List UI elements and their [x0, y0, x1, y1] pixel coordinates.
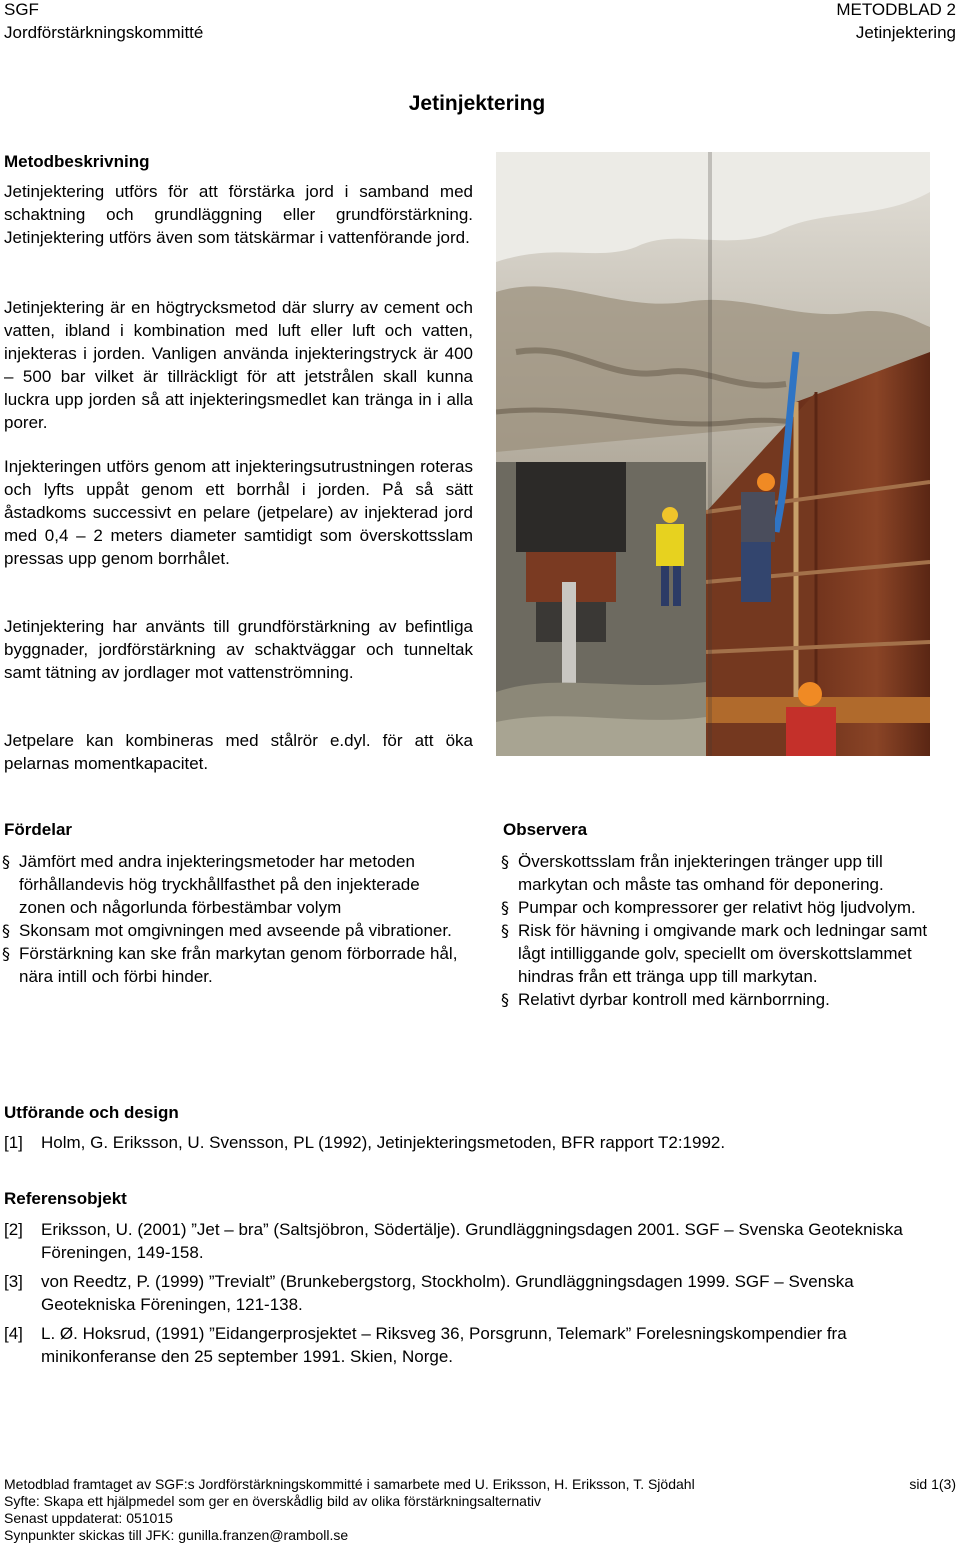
list-item: § Förstärkning kan ske från markytan genom förborrade hål, nära intill och förbi hinder. [2, 944, 458, 986]
reference-item [4, 1218, 916, 1264]
footer-updated: Senast uppdaterat: 051015 [4, 1510, 173, 1526]
excavation-photo [496, 152, 930, 756]
list-item: § Risk för hävning i omgivande mark och ledningar samt lågt intilliggande golv, speciellt om överskottslammet hindras från ett tränga upp till markytan. [501, 921, 928, 986]
reference-item [4, 1270, 916, 1316]
bullet-icon: § [2, 944, 10, 963]
observe-heading: Observera [503, 820, 588, 839]
bullet-icon: § [2, 921, 10, 940]
header-committee: Jordförstärkningskommitté [4, 23, 204, 42]
reference-number: [1] [4, 1133, 23, 1152]
list-item: § Pumpar och kompressorer ger relativt hög ljudvolym. [501, 898, 916, 917]
reference-text: L. Ø. Hoksrud, (1991) ”Eidangerprosjektet – Riksveg 36, Porsgrunn, Telemark” Forelesningskompendier fra minikonferanse den 25 september 1991. Skien, Norge. [41, 1324, 847, 1366]
design-references [4, 1131, 934, 1154]
method-paragraph: Injekteringen utförs genom att injekteringsutrustningen roteras och lyfts uppåt genom ett borrhål i jorden. På så sätt åstadkoms successivt en pelare (jetpelare) av injekterad jord med 0,4 – 2 meters diameter samtidigt som överskottsslam pressas upp genom borrhålet. [4, 457, 473, 568]
footer-page-number: sid 1(3) [909, 1476, 956, 1492]
bullet-icon: § [501, 921, 509, 940]
reference-text: Eriksson, U. (2001) ”Jet – bra” (Saltsjöbron, Södertälje). Grundläggningsdagen 2001. SGF – Svenska Geotekniska Föreningen, 149-158. [41, 1220, 903, 1262]
observe-list [501, 850, 931, 1011]
list-item: § Skonsam mot omgivningen med avseende på vibrationer. [2, 921, 452, 940]
bullet-icon: § [501, 898, 509, 917]
footer-purpose: Syfte: Skapa ett hjälpmedel som ger en överskådlig bild av olika förstärkningsalternativ [4, 1493, 541, 1509]
design-heading: Utförande och design [4, 1103, 179, 1122]
reference-item [4, 1322, 916, 1368]
method-paragraph: Jetinjektering är en högtrycksmetod där slurry av cement och vatten, ibland i kombination med luft eller luft och vatten, injekteras i jorden. Vanligen använda injekteringstryck är 400 – 500 bar vilket är tillräckligt för att jetstrålen skall kunna luckra upp jorden så att injekteringsmedlet kan tränga in i alla porer. [4, 298, 473, 432]
method-heading: Metodbeskrivning [4, 152, 150, 171]
advantages-heading: Fördelar [4, 820, 73, 839]
reference-item [4, 1131, 934, 1154]
reference-number: [2] [4, 1220, 23, 1239]
bullet-icon: § [2, 852, 10, 871]
method-paragraph: Jetinjektering har använts till grundförstärkning av befintliga byggnader, jordförstärkning av schaktväggar och tunneltak samt tätning av jordlager mot vattenströmning. [4, 617, 473, 682]
page-title: Jetinjektering [408, 92, 546, 115]
footer-contact: Synpunkter skickas till JFK: gunilla.franzen@ramboll.se [4, 1527, 349, 1543]
method-paragraph: Jetpelare kan kombineras med stålrör e.dyl. för att öka pelarnas momentkapacitet. [4, 731, 473, 773]
header-org: SGF [4, 0, 39, 19]
list-item: § Relativt dyrbar kontroll med kärnborrning. [501, 990, 830, 1009]
reference-text: Holm, G. Eriksson, U. Svensson, PL (1992), Jetinjekteringsmetoden, BFR rapport T2:1992. [41, 1133, 726, 1152]
reference-text: von Reedtz, P. (1999) ”Trevialt” (Brunkebergstorg, Stockholm). Grundläggningsdagen 1999. SGF – Svenska Geotekniska Föreningen, 121-138. [41, 1272, 854, 1314]
list-item: § Jämfört med andra injekteringsmetoder har metoden förhållandevis hög tryckhållfasthet på den injekterade zonen och någorlunda förbestämbar volym [2, 852, 420, 917]
advantages-list [2, 850, 465, 988]
reference-number: [4] [4, 1324, 23, 1343]
reference-objects-heading: Referensobjekt [4, 1189, 127, 1208]
header-topic: Jetinjektering [855, 23, 956, 42]
footer-credits: Metodblad framtaget av SGF:s Jordförstärkningskommitté i samarbete med U. Eriksson, H. Eriksson, T. Sjödahl [4, 1476, 695, 1492]
bullet-icon: § [501, 852, 509, 871]
list-item: § Överskottsslam från injekteringen tränger upp till markytan och måste tas omhand för deponering. [501, 852, 884, 894]
bullet-icon: § [501, 990, 509, 1009]
reference-number: [3] [4, 1272, 23, 1291]
method-paragraph: Jetinjektering utförs för att förstärka jord i samband med schaktning och grundläggning eller grundförstärkning. Jetinjektering utförs även som tätskärmar i vattenförande jord. [4, 182, 473, 247]
header-doc-id: METODBLAD 2 [836, 0, 956, 19]
reference-objects-list [4, 1218, 916, 1368]
